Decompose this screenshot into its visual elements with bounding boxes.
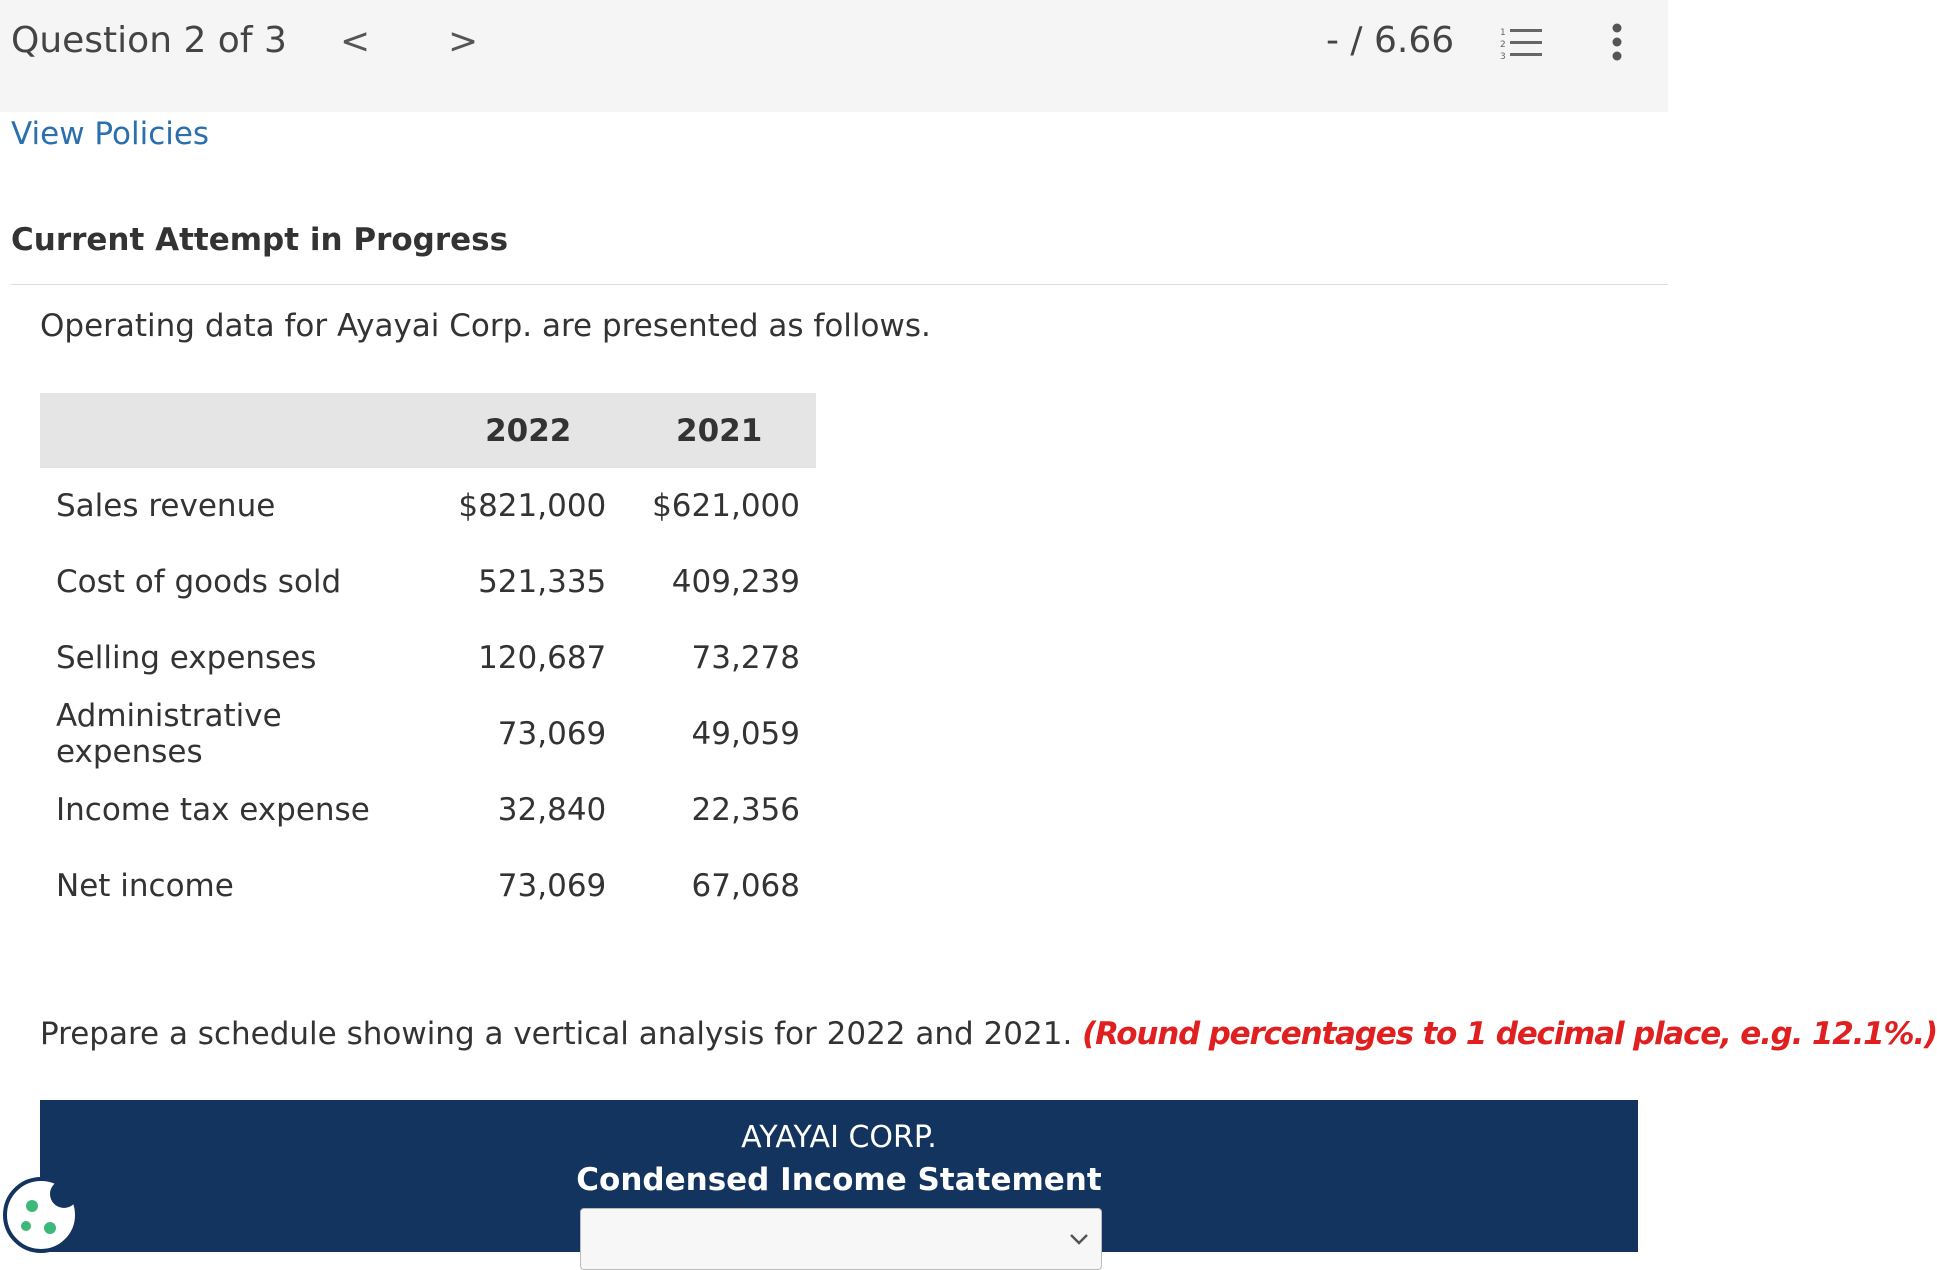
- table-row: [40, 696, 816, 772]
- next-question-button[interactable]: >: [448, 21, 479, 62]
- question-counter: Question 2 of 3: [11, 20, 287, 61]
- table-row: [40, 544, 816, 620]
- row-label: Income tax expense: [56, 792, 370, 828]
- row-value-2022: 521,335: [478, 564, 607, 600]
- rounding-hint: (Round percentages to 1 decimal place, e.g. 12.1%.): [1082, 1016, 1937, 1052]
- instruction-main: Prepare a schedule showing a vertical analysis for 2022 and 2021.: [40, 1016, 1083, 1052]
- instruction-text: [40, 1016, 1937, 1052]
- row-value-2022: 120,687: [478, 640, 607, 676]
- statement-period-select[interactable]: [580, 1208, 1102, 1270]
- row-value-2021: 67,068: [691, 868, 800, 904]
- table-header-2021: 2021: [622, 393, 816, 468]
- row-value-2021: 409,239: [671, 564, 800, 600]
- svg-text:3: 3: [1500, 52, 1506, 62]
- table-row: [40, 620, 816, 696]
- section-divider: [11, 284, 1668, 285]
- table-row: [40, 468, 816, 544]
- row-label: Administrative expenses: [56, 698, 282, 770]
- vertical-ellipsis-icon[interactable]: [1610, 22, 1624, 62]
- svg-text:1: 1: [1500, 28, 1506, 38]
- table-row: [40, 772, 816, 848]
- chevron-down-icon: [1069, 1227, 1089, 1252]
- row-value-2021: $621,000: [652, 488, 800, 524]
- operating-data-table: [40, 393, 816, 924]
- table-header-label: [40, 393, 434, 468]
- table-header-row: [40, 393, 816, 468]
- row-value-2021: 73,278: [691, 640, 800, 676]
- row-value-2022: 73,069: [497, 868, 607, 904]
- company-name: AYAYAI CORP.: [741, 1120, 937, 1155]
- row-value-2021: 22,356: [691, 792, 800, 828]
- row-label: Cost of goods sold: [56, 564, 342, 600]
- question-intro: Operating data for Ayayai Corp. are presented as follows.: [40, 308, 931, 344]
- score-display: - / 6.66: [1326, 20, 1455, 61]
- income-statement-banner: [40, 1100, 1638, 1252]
- numbered-list-icon[interactable]: [1500, 26, 1542, 60]
- previous-question-button[interactable]: <: [340, 21, 371, 62]
- row-value-2022: $821,000: [458, 488, 607, 524]
- table-row: [40, 848, 816, 924]
- row-label: Sales revenue: [56, 488, 276, 524]
- statement-title: Condensed Income Statement: [576, 1162, 1102, 1198]
- row-value-2022: 73,069: [497, 716, 607, 752]
- table-header-2022: 2022: [434, 393, 622, 468]
- top-bar: [0, 0, 1668, 112]
- attempt-heading: Current Attempt in Progress: [11, 222, 509, 258]
- row-label: Selling expenses: [56, 640, 317, 676]
- view-policies-link[interactable]: View Policies: [11, 116, 210, 152]
- cookie-icon[interactable]: [2, 1176, 80, 1254]
- row-label: Net income: [56, 868, 234, 904]
- row-value-2022: 32,840: [497, 792, 607, 828]
- svg-text:2: 2: [1500, 40, 1506, 50]
- row-value-2021: 49,059: [691, 716, 800, 752]
